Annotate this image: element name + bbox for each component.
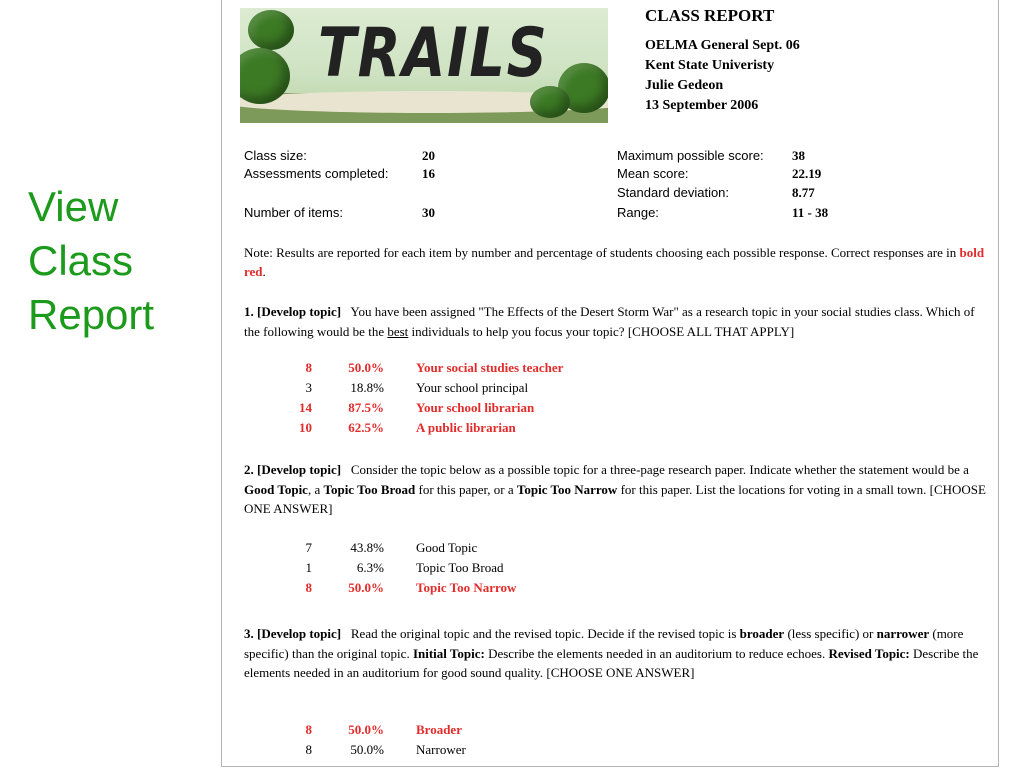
- max-score-value: 38: [792, 148, 805, 163]
- report-author: Julie Gedeon: [645, 78, 724, 93]
- assessments-completed-label: Assessments completed:: [244, 166, 389, 181]
- question-bold-term: Topic Too Narrow: [516, 481, 618, 497]
- class-report-document: [221, 0, 999, 767]
- range-label: Range:: [617, 205, 659, 220]
- slide-title-line: Report: [28, 291, 155, 338]
- mean-score-value: 22.19: [792, 166, 822, 181]
- answer-count: 8: [305, 742, 312, 757]
- question-text: Describe the elements needed in an auditorium to reduce echoes.: [484, 645, 829, 661]
- answer-percent: 87.5%: [348, 400, 384, 415]
- answer-text: Your school principal: [416, 380, 529, 395]
- std-dev-value: 8.77: [792, 185, 815, 200]
- question-category: [Develop topic]: [257, 626, 342, 641]
- question-3: [244, 624, 992, 757]
- question-category: [Develop topic]: [257, 462, 342, 477]
- answer-count: 3: [305, 380, 312, 395]
- mean-score-label: Mean score:: [617, 166, 689, 181]
- question-bold-term: Good Topic: [244, 481, 308, 497]
- question-3-text: [244, 624, 992, 683]
- std-dev-label: Standard deviation:: [617, 185, 730, 200]
- answer-row: [244, 378, 844, 398]
- question-bold-term: Initial Topic:: [412, 645, 485, 661]
- answer-row: [244, 538, 844, 558]
- question-1-answers: [244, 358, 844, 438]
- answer-count: 10: [299, 420, 312, 435]
- note-end: .: [262, 264, 266, 279]
- question-text: individuals to help you focus your topic? [CHOOSE ALL THAT APPLY]: [408, 323, 795, 339]
- question-number: 1.: [244, 304, 254, 319]
- question-2: [244, 460, 992, 595]
- answer-percent: 50.0%: [348, 580, 384, 595]
- question-category: [Develop topic]: [257, 304, 342, 319]
- answer-percent: 50.0%: [350, 742, 384, 757]
- answer-count: 8: [305, 722, 312, 737]
- question-text: You have been assigned "The Effects of the Desert Storm War" as a research topic in your social studies class. Which of the following would be the: [244, 304, 975, 339]
- answer-count: 14: [299, 400, 312, 415]
- question-number: 3.: [244, 626, 254, 641]
- question-bold-term: narrower: [876, 626, 930, 641]
- class-size-value: 20: [422, 148, 435, 163]
- answer-text: Topic Too Broad: [416, 560, 504, 575]
- stats-left: [244, 146, 544, 226]
- question-2-text: [244, 460, 992, 519]
- range-value: 11 - 38: [792, 205, 829, 220]
- answer-percent: 6.3%: [356, 560, 384, 575]
- note-text: Note: Results are reported for each item by number and percentage of students choosing each possible response. Correct responses are in: [244, 245, 960, 260]
- slide-title: [28, 180, 208, 342]
- answer-percent: 43.8%: [350, 540, 384, 555]
- question-3-answers: [244, 720, 844, 760]
- question-text: (more specific) than the original topic.: [244, 626, 964, 661]
- answer-count: 8: [305, 580, 312, 595]
- report-note: [244, 243, 986, 281]
- trails-banner-image: [240, 8, 608, 123]
- answer-text: Topic Too Narrow: [416, 580, 517, 595]
- slide-title-line: View: [28, 183, 119, 230]
- answer-row: [244, 720, 844, 740]
- report-institution: Kent State Univeristy: [645, 58, 775, 73]
- slide-title-line: Class: [28, 237, 134, 284]
- tree-icon: [248, 10, 294, 50]
- answer-count: 1: [305, 560, 312, 575]
- question-text: Describe the elements needed in an auditorium for good sound quality. [CHOOSE ONE ANSWER]: [244, 645, 979, 680]
- report-date: 13 September 2006: [645, 98, 759, 113]
- answer-text: Broader: [416, 722, 462, 737]
- assessments-completed-value: 16: [422, 166, 435, 181]
- report-group: OELMA General Sept. 06: [645, 38, 800, 53]
- number-of-items-value: 30: [422, 205, 435, 220]
- answer-text: Your social studies teacher: [416, 360, 564, 375]
- report-header: [645, 6, 800, 116]
- question-underlined-word: best: [387, 323, 409, 339]
- question-2-answers: [244, 538, 844, 598]
- question-1-text: [244, 302, 992, 341]
- answer-row: [244, 398, 844, 418]
- question-number: 2.: [244, 462, 254, 477]
- answer-row: [244, 578, 844, 598]
- question-text: , a: [307, 481, 324, 497]
- question-bold-term: Topic Too Broad: [323, 481, 416, 497]
- answer-row: [244, 418, 844, 438]
- answer-count: 8: [305, 360, 312, 375]
- answer-percent: 18.8%: [350, 380, 384, 395]
- class-size-label: Class size:: [244, 148, 307, 163]
- answer-row: [244, 558, 844, 578]
- answer-percent: 50.0%: [348, 722, 384, 737]
- question-text: for this paper, or a: [415, 481, 517, 497]
- answer-percent: 50.0%: [348, 360, 384, 375]
- question-text: Read the original topic and the revised topic. Decide if the revised topic is: [350, 626, 740, 641]
- question-bold-term: Revised Topic:: [828, 645, 910, 661]
- answer-text: Good Topic: [416, 540, 478, 555]
- question-text: for this paper. List the locations for voting in a small town. [CHOOSE ONE ANSWER]: [244, 481, 986, 516]
- answer-count: 7: [305, 540, 312, 555]
- answer-text: Your school librarian: [416, 400, 535, 415]
- trails-logo: TRAILS: [318, 14, 549, 93]
- number-of-items-label: Number of items:: [244, 205, 343, 220]
- answer-text: A public librarian: [416, 420, 516, 435]
- report-title: CLASS REPORT: [645, 6, 775, 25]
- answer-text: Narrower: [416, 742, 466, 757]
- note-red-text: bold red: [244, 245, 985, 279]
- question-1: [244, 302, 992, 435]
- question-bold-term: broader: [739, 626, 785, 641]
- answer-row: [244, 358, 844, 378]
- question-text: (less specific) or: [784, 626, 877, 641]
- max-score-label: Maximum possible score:: [617, 148, 764, 163]
- stats-right: [617, 146, 977, 226]
- answer-row: [244, 740, 844, 760]
- question-text: Consider the topic below as a possible topic for a three-page research paper. Indicate whether the statement would be a: [350, 462, 969, 477]
- answer-percent: 62.5%: [348, 420, 384, 435]
